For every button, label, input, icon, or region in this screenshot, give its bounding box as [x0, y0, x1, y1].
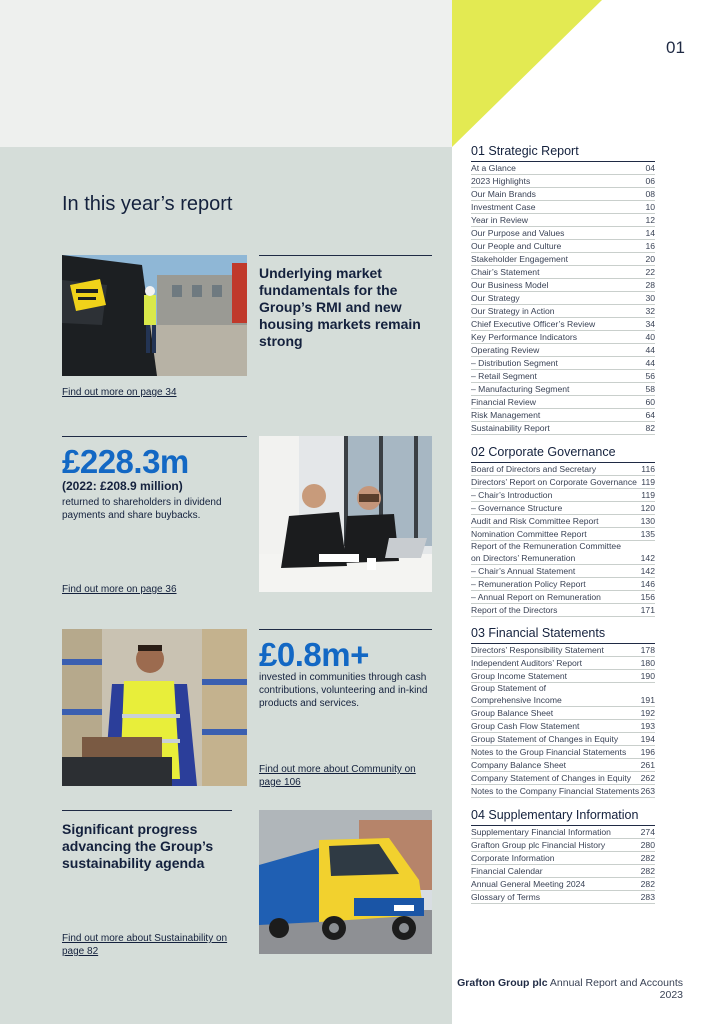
toc-entry-page: 119: [641, 477, 655, 487]
toc-entry[interactable]: [471, 318, 655, 331]
toc-entry-page: 190: [640, 671, 655, 681]
toc-entry-title: Grafton Group plc Financial History: [471, 840, 606, 850]
toc-entry[interactable]: [471, 227, 655, 240]
toc-entry-title: Key Performance Indicators: [471, 332, 578, 342]
toc-entry[interactable]: [471, 839, 655, 852]
toc-entry-title: [471, 541, 641, 564]
toc-entry[interactable]: [471, 305, 655, 318]
toc-entry[interactable]: [471, 162, 655, 175]
toc-financial-statements: [471, 626, 655, 798]
toc-entry-title: Financial Calendar: [471, 866, 543, 876]
toc-entry[interactable]: [471, 515, 655, 528]
toc-entry[interactable]: [471, 240, 655, 253]
toc-entry-title: Chief Executive Officer’s Review: [471, 319, 596, 329]
toc-entry[interactable]: [471, 214, 655, 227]
toc-entry-title: Corporate Information: [471, 853, 555, 863]
toc-strategic-report: [471, 144, 655, 435]
toc-entry-page: 64: [645, 410, 655, 420]
figure-shareholder-returns: £228.3m: [62, 443, 189, 480]
toc-entry-page: 32: [645, 306, 655, 316]
toc-entry-page: 16: [645, 241, 655, 251]
toc-entry-page: 30: [645, 293, 655, 303]
toc-heading: 01 Strategic Report: [471, 144, 655, 162]
divider: [62, 810, 232, 811]
toc-entry-page: 119: [641, 490, 655, 500]
toc-entry-title: Sustainability Report: [471, 423, 550, 433]
toc-entry-title: Independent Auditors’ Report: [471, 658, 583, 668]
toc-entry-title: – Distribution Segment: [471, 358, 558, 368]
toc-entry-page: 56: [645, 371, 655, 381]
toc-entry-title: Investment Case: [471, 202, 536, 212]
toc-entry[interactable]: [471, 657, 655, 670]
link-page-36[interactable]: Find out more on page 36: [62, 584, 177, 595]
toc-entry-title: Our Main Brands: [471, 189, 536, 199]
photo-delivery-truck: [259, 810, 432, 954]
toc-entry-title: Report of the Directors: [471, 605, 558, 615]
toc-entry[interactable]: [471, 279, 655, 292]
toc-entry-page: 14: [645, 228, 655, 238]
toc-entry-page: 194: [640, 734, 655, 744]
link-community-106[interactable]: Find out more about Community on page 106: [259, 764, 416, 788]
toc-entry[interactable]: [471, 463, 655, 476]
toc-entry-page: 171: [640, 605, 655, 615]
toc-entry-title: – Retail Segment: [471, 371, 537, 381]
toc-entry-title: Chair’s Statement: [471, 267, 540, 277]
toc-entry[interactable]: [471, 733, 655, 746]
toc-entry-title: – Chair’s Annual Statement: [471, 566, 576, 576]
toc-entry[interactable]: [471, 422, 655, 435]
page-number: 01: [666, 38, 685, 57]
toc-entry-title-line2: on Directors’ Remuneration: [471, 552, 576, 563]
toc-entry-page: 156: [640, 592, 655, 602]
toc-entry-title: Annual General Meeting 2024: [471, 879, 586, 889]
toc-entry-page: 193: [640, 721, 655, 731]
toc-entry-page: 196: [640, 747, 655, 757]
feature-headline-market: Underlying market fundamentals for the Group’s RMI and new housing markets remain strong: [259, 265, 421, 349]
toc-entry[interactable]: [471, 772, 655, 785]
toc-entry[interactable]: [471, 357, 655, 370]
accent-triangle: [452, 0, 602, 147]
toc-entry-title: Financial Review: [471, 397, 536, 407]
photo-van-driver: [62, 255, 247, 376]
toc-entry-page: 60: [645, 397, 655, 407]
community-desc: invested in communities through cash contributions, volunteering and in-kind products and services.: [259, 672, 428, 709]
toc-entry[interactable]: [471, 644, 655, 657]
toc-entry-title: Board of Directors and Secretary: [471, 464, 597, 474]
toc-entry[interactable]: [471, 541, 655, 565]
toc-entry[interactable]: [471, 591, 655, 604]
toc-entry-title-line1: Group Statement of: [471, 683, 546, 693]
toc-entry-title: Our Purpose and Values: [471, 228, 565, 238]
toc-entry-page: 12: [645, 215, 655, 225]
toc-entry-title: Our People and Culture: [471, 241, 562, 251]
toc-entry-title: At a Glance: [471, 163, 516, 173]
toc-entry[interactable]: [471, 683, 655, 707]
toc-entry[interactable]: [471, 409, 655, 422]
toc-entry[interactable]: [471, 878, 655, 891]
toc-entry-page: 58: [645, 384, 655, 394]
toc-entry[interactable]: [471, 201, 655, 214]
toc-entry-page: 282: [640, 879, 655, 889]
toc-entry[interactable]: [471, 188, 655, 201]
toc-entry-page: 146: [640, 579, 655, 589]
toc-entry-title: – Governance Structure: [471, 503, 563, 513]
toc-entry[interactable]: [471, 528, 655, 541]
toc-entry-title: Operating Review: [471, 345, 540, 355]
toc-entry-page: 192: [640, 708, 655, 718]
divider: [62, 436, 247, 437]
toc-entry-title: – Annual Report on Remuneration: [471, 592, 601, 602]
toc-entry[interactable]: [471, 891, 655, 904]
toc-entry[interactable]: [471, 253, 655, 266]
toc-entry[interactable]: [471, 266, 655, 279]
toc-entry[interactable]: [471, 175, 655, 188]
toc-entry[interactable]: [471, 292, 655, 305]
photo-meeting: [259, 436, 432, 592]
toc-entry[interactable]: [471, 865, 655, 878]
toc-entry-title: Directors’ Report on Corporate Governance: [471, 477, 637, 487]
toc-entry[interactable]: [471, 578, 655, 591]
toc-entry-page: 20: [645, 254, 655, 264]
toc-entry-title: Company Balance Sheet: [471, 760, 567, 770]
toc-entry-page: 40: [645, 332, 655, 342]
toc-entry-page: 283: [640, 892, 655, 902]
toc-entry-page: 44: [645, 358, 655, 368]
top-band: [0, 0, 452, 147]
toc-entry-title: Audit and Risk Committee Report: [471, 516, 599, 526]
toc-entry-title: Group Balance Sheet: [471, 708, 554, 718]
toc-entry[interactable]: [471, 852, 655, 865]
toc-entry-page: 263: [640, 786, 655, 796]
toc-entry-page: 130: [640, 516, 655, 526]
toc-heading: 02 Corporate Governance: [471, 445, 655, 463]
photo-warehouse-worker: [62, 629, 247, 786]
toc-entry[interactable]: [471, 707, 655, 720]
toc-entry-page: 116: [641, 464, 655, 474]
toc-entry-title: Our Strategy: [471, 293, 520, 303]
toc-entry-title: – Remuneration Policy Report: [471, 579, 586, 589]
divider: [259, 255, 432, 256]
footer-report-title: Annual Report and Accounts 2023: [549, 977, 683, 1001]
toc-entry-title: Notes to the Group Financial Statements: [471, 747, 627, 757]
toc-heading: 04 Supplementary Information: [471, 808, 655, 826]
toc-entry[interactable]: [471, 476, 655, 489]
toc-entry-page: 180: [640, 658, 655, 668]
toc-entry-title: – Chair’s Introduction: [471, 490, 553, 500]
toc-entry-page: 10: [645, 202, 655, 212]
toc-entry-title: 2023 Highlights: [471, 176, 531, 186]
figure-community-investment: £0.8m+: [259, 636, 369, 673]
toc-entry-page: 274: [640, 827, 655, 837]
toc-entry-page: 44: [645, 345, 655, 355]
toc-entry-page: 08: [645, 189, 655, 199]
toc-entry[interactable]: [471, 502, 655, 515]
toc-entry-page: 34: [645, 319, 655, 329]
toc-entry-title: Notes to the Company Financial Statements: [471, 786, 640, 796]
toc-entry[interactable]: [471, 396, 655, 409]
toc-entry-page: 261: [640, 760, 655, 770]
toc-entry[interactable]: [471, 565, 655, 578]
toc-entry[interactable]: [471, 604, 655, 617]
toc-entry-title: Directors’ Responsibility Statement: [471, 645, 604, 655]
toc-corporate-governance: [471, 445, 655, 617]
toc-entry-page: 142: [640, 552, 655, 563]
toc-entry-page: 06: [645, 176, 655, 186]
toc-entry[interactable]: [471, 826, 655, 839]
footer-company: Grafton Group plc: [457, 977, 548, 989]
toc-entry-title: Group Cash Flow Statement: [471, 721, 580, 731]
toc-entry[interactable]: [471, 670, 655, 683]
toc-entry-title: Nomination Committee Report: [471, 529, 587, 539]
shareholder-returns-desc: returned to shareholders in dividend payments and share buybacks.: [62, 497, 222, 521]
toc-entry-page: 191: [640, 694, 655, 705]
toc-entry[interactable]: [471, 720, 655, 733]
link-page-34[interactable]: Find out more on page 34: [62, 387, 177, 398]
toc-entry-title: Glossary of Terms: [471, 892, 541, 902]
footer: [435, 977, 683, 1001]
toc-entry-title: Our Business Model: [471, 280, 549, 290]
toc-entry-title-line2: Comprehensive Income: [471, 694, 562, 705]
toc-supplementary-information: [471, 808, 655, 904]
toc-entry-title: [471, 683, 641, 706]
feature-headline-sustainability: Significant progress advancing the Group’s sustainability agenda: [62, 821, 214, 871]
toc-entry[interactable]: [471, 344, 655, 357]
toc-heading: 03 Financial Statements: [471, 626, 655, 644]
toc-entry-page: 282: [640, 853, 655, 863]
toc-entry-title: Group Statement of Changes in Equity: [471, 734, 619, 744]
prior-year-figure: (2022: £208.9 million): [62, 479, 183, 493]
toc-entry-page: 04: [645, 163, 655, 173]
toc-entry-title-line1: Report of the Remuneration Committee: [471, 541, 621, 551]
toc-entry[interactable]: [471, 785, 655, 798]
toc-entry-page: 82: [645, 423, 655, 433]
toc-entry-page: 28: [645, 280, 655, 290]
toc-entry[interactable]: [471, 331, 655, 344]
toc-entry-title: – Manufacturing Segment: [471, 384, 570, 394]
toc-entry-title: Risk Management: [471, 410, 541, 420]
toc-entry[interactable]: [471, 370, 655, 383]
toc-entry-title: Year in Review: [471, 215, 529, 225]
toc-entry[interactable]: [471, 383, 655, 396]
link-sustainability-82[interactable]: Find out more about Sustainability on page 82: [62, 933, 228, 957]
toc-entry-page: 178: [640, 645, 655, 655]
divider: [259, 629, 432, 630]
toc-entry-page: 142: [640, 566, 655, 576]
toc-entry-title: Company Statement of Changes in Equity: [471, 773, 632, 783]
toc-entry-title: Stakeholder Engagement: [471, 254, 568, 264]
toc-entry[interactable]: [471, 489, 655, 502]
toc-entry-title: Our Strategy in Action: [471, 306, 555, 316]
toc-entry-page: 262: [640, 773, 655, 783]
toc-entry-page: 135: [640, 529, 655, 539]
toc-entry[interactable]: [471, 759, 655, 772]
toc-entry-page: 120: [640, 503, 655, 513]
section-title: In this year’s report: [62, 193, 233, 215]
toc-entry-title: Supplementary Financial Information: [471, 827, 611, 837]
toc-entry-title: Group Income Statement: [471, 671, 568, 681]
toc-entry-page: 22: [645, 267, 655, 277]
toc-entry[interactable]: [471, 746, 655, 759]
toc-entry-page: 280: [640, 840, 655, 850]
toc-entry-page: 282: [640, 866, 655, 876]
